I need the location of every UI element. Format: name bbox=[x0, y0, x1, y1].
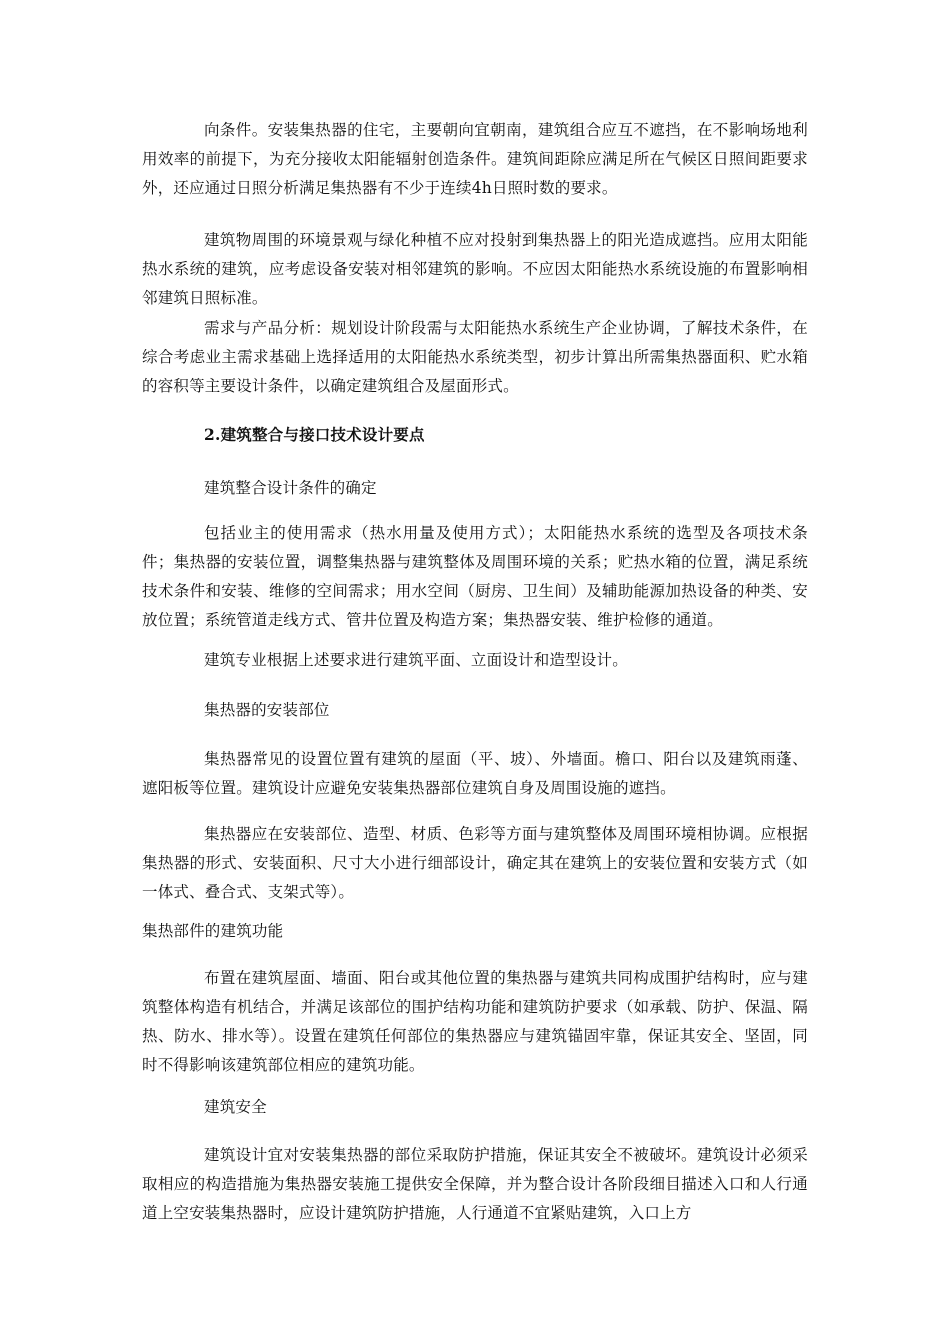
paragraph-collector-harmony: 集热器应在安装部位、造型、材质、色彩等方面与建筑整体及周围环境相协调。应根据集热器的形式、安装面积、尺寸大小进行细部设计，确定其在建筑上的安装位置和安装方式（如一体式、叠合式、支架式等）。 bbox=[142, 825, 808, 901]
subheading-collector-location: 集热器的安装部位 bbox=[204, 701, 330, 719]
paragraph-demand-analysis: 需求与产品分析：规划设计阶段需与太阳能热水系统生产企业协调，了解技术条件，在综合考虑业主需求基础上选择适用的太阳能热水系统类型，初步计算出所需集热器面积、贮水箱的容积等主要设计条件，以确定建筑组合及屋面形式。 bbox=[142, 319, 808, 395]
paragraph-envelope-function: 布置在建筑屋面、墙面、阳台或其他位置的集热器与建筑共同构成围护结构时，应与建筑整体构造有机结合，并满足该部位的围护结构功能和建筑防护要求（如承载、防护、保温、隔热、防水、排水等）。设置在建筑任何部位的集热器应与建筑锚固牢靠，保证其安全、坚固，同时不得影响该建筑部位相应的建筑功能。 bbox=[142, 969, 808, 1074]
subheading-integration-conditions: 建筑整合设计条件的确定 bbox=[204, 479, 377, 497]
paragraph-safety-measures: 建筑设计宜对安装集热器的部位采取防护措施，保证其安全不被破坏。建筑设计必须采取相应的构造措施为集热器安装施工提供安全保障，并为整合设计各阶段细目描述入口和人行通道上空安装集热器时，应设计建筑防护措施，人行通道不宜紧贴建筑，入口上方 bbox=[142, 1146, 808, 1222]
paragraph-landscape-shading: 建筑物周围的环境景观与绿化种植不应对投射到集热器上的阳光造成遮挡。应用太阳能热水系统的建筑，应考虑设备安装对相邻建筑的影响。不应因太阳能热水系统设施的布置影响相邻建筑日照标准。 bbox=[142, 231, 808, 307]
paragraph-collector-positions: 集热器常见的设置位置有建筑的屋面（平、坡）、外墙面。檐口、阳台以及建筑雨蓬、遮阳板等位置。建筑设计应避免安装集热器部位建筑自身及周围设施的遮挡。 bbox=[142, 750, 808, 797]
paragraph-architectural-design: 建筑专业根据上述要求进行建筑平面、立面设计和造型设计。 bbox=[204, 651, 628, 669]
subheading-building-function: 集热部件的建筑功能 bbox=[142, 922, 284, 940]
paragraph-user-requirements: 包括业主的使用需求（热水用量及使用方式）；太阳能热水系统的选型及各项技术条件；集热器的安装位置，调整集热器与建筑整体及周围环境的关系；贮热水箱的位置，满足系统技术条件和安装、维修的空间需求；用水空间（厨房、卫生间）及辅助能源加热设备的种类、安放位置；系统管道走线方式、管井位置及构造方案；集热器安装、维护检修的通道。 bbox=[142, 524, 808, 629]
section-heading-integration: 2.建筑整合与接口技术设计要点 bbox=[204, 425, 425, 444]
paragraph-solar-orientation: 向条件。安装集热器的住宅，主要朝向宜朝南，建筑组合应互不遮挡，在不影响场地利用效率的前提下，为充分接收太阳能辐射创造条件。建筑间距除应满足所在气候区日照间距要求外，还应通过日照分析满足集热器有不少于连续4h日照时数的要求。 bbox=[142, 121, 808, 197]
subheading-building-safety: 建筑安全 bbox=[204, 1098, 267, 1116]
